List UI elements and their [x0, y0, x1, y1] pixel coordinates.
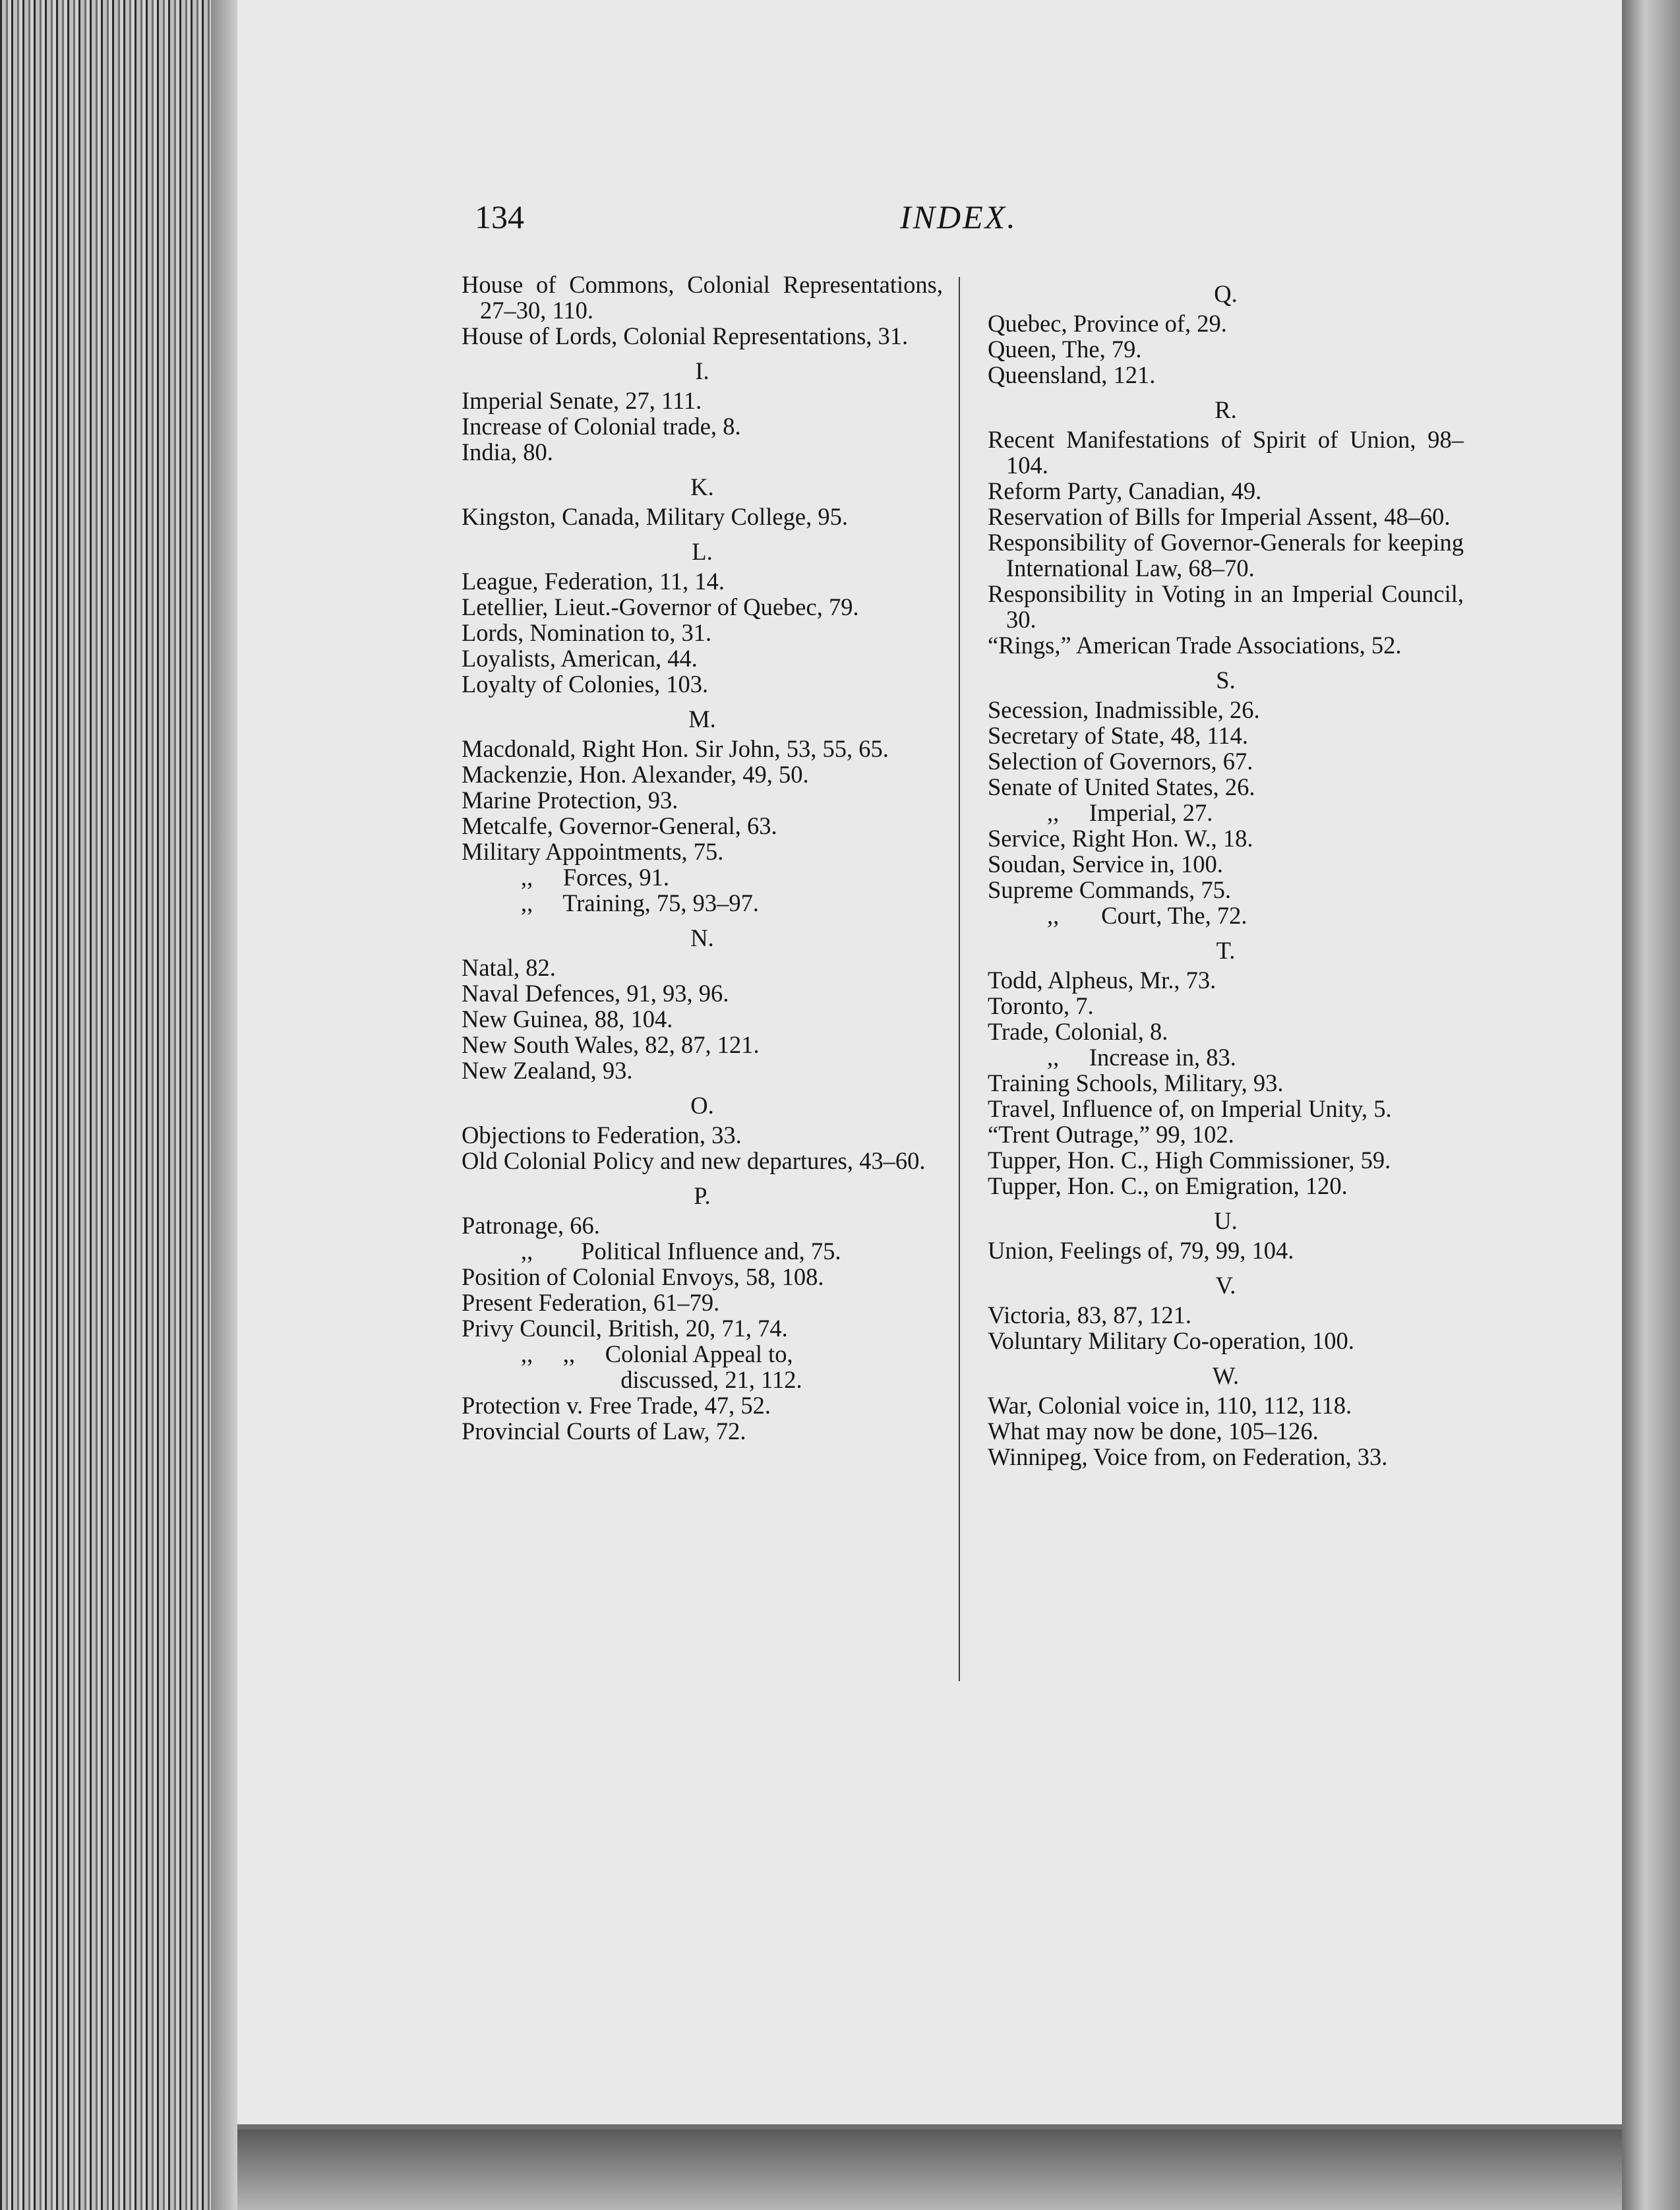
index-subentry: ,, Training, 75, 93–97. [521, 889, 759, 916]
index-column-left [462, 272, 943, 1444]
index-entry: Queen, The, 79. [988, 336, 1142, 363]
index-letter-heading: U. [1214, 1207, 1238, 1234]
index-entry: Naval Defences, 91, 93, 96. [462, 980, 729, 1007]
index-letter-heading: I. [695, 357, 709, 384]
index-letter-heading: T. [1216, 937, 1236, 964]
index-entry: Tupper, Hon. C., on Emigration, 120. [988, 1172, 1348, 1199]
index-entry: Increase of Colonial trade, 8. [462, 413, 741, 440]
index-subentry: ,, Political Influence and, 75. [521, 1238, 841, 1265]
index-entry: Mackenzie, Hon. Alexander, 49, 50. [462, 761, 809, 788]
index-letter-heading: O. [690, 1092, 714, 1119]
index-entry: Privy Council, British, 20, 71, 74. [462, 1315, 788, 1342]
index-entry: Natal, 82. [462, 954, 556, 981]
index-letter-heading: N. [690, 924, 714, 951]
index-entry: Quebec, Province of, 29. [988, 310, 1227, 337]
index-entry: Present Federation, 61–79. [462, 1289, 720, 1316]
index-entry: Secession, Inadmissible, 26. [988, 696, 1260, 723]
index-entry: “Trent Outrage,” 99, 102. [988, 1121, 1234, 1148]
index-entry: New South Wales, 82, 87, 121. [462, 1031, 760, 1058]
index-entry: Reservation of Bills for Imperial Assent, 48–60. [988, 503, 1451, 530]
index-entry: Reform Party, Canadian, 49. [988, 477, 1262, 504]
index-entry: Loyalists, American, 44. [462, 645, 698, 672]
index-entry: “Rings,” American Trade Associations, 52. [988, 632, 1402, 659]
index-letter-heading: P. [694, 1182, 711, 1209]
index-subentry: ,, Increase in, 83. [1047, 1044, 1236, 1071]
index-entry: Position of Colonial Envoys, 58, 108. [462, 1263, 824, 1290]
index-entry: Tupper, Hon. C., High Commissioner, 59. [988, 1147, 1391, 1174]
index-entry: Supreme Commands, 75. [988, 876, 1232, 903]
index-subentry: ,, Imperial, 27. [1047, 799, 1213, 826]
index-letter-heading: Q. [1214, 280, 1238, 307]
index-entry: Marine Protection, 93. [462, 787, 678, 814]
index-letter-heading: W. [1212, 1362, 1240, 1389]
index-entry: Todd, Alpheus, Mr., 73. [988, 967, 1216, 994]
index-entry: Trade, Colonial, 8. [988, 1018, 1168, 1045]
index-entry: Toronto, 7. [988, 992, 1094, 1019]
index-entry: Queensland, 121. [988, 361, 1156, 388]
index-entry: Letellier, Lieut.-Governor of Quebec, 79. [462, 593, 859, 620]
index-entry: Secretary of State, 48, 114. [988, 722, 1248, 749]
index-entry: New Guinea, 88, 104. [462, 1005, 673, 1032]
index-entry: India, 80. [462, 438, 553, 465]
index-entry: New Zealand, 93. [462, 1057, 633, 1084]
index-entry: Responsibility in Voting in an Imperial Council, 30. [988, 580, 1464, 633]
index-entry: Military Appointments, 75. [462, 838, 724, 865]
index-entry: Protection v. Free Trade, 47, 52. [462, 1392, 771, 1419]
index-entry: House of Commons, Colonial Representations, 27–30, 110. [462, 271, 943, 324]
index-entry: Patronage, 66. [462, 1212, 600, 1239]
index-letter-heading: K. [690, 473, 714, 500]
index-entry: Lords, Nomination to, 31. [462, 619, 712, 646]
index-entry: Soudan, Service in, 100. [988, 851, 1223, 878]
column-divider [959, 277, 960, 1681]
index-letter-heading: M. [688, 705, 716, 732]
running-head [475, 198, 1134, 244]
index-entry: League, Federation, 11, 14. [462, 568, 725, 595]
index-entry: War, Colonial voice in, 110, 112, 118. [988, 1392, 1352, 1419]
index-entry: Voluntary Military Co-operation, 100. [988, 1327, 1354, 1354]
index-entry: Responsibility of Governor-Generals for keeping International Law, 68–70. [988, 529, 1464, 582]
index-entry: Winnipeg, Voice from, on Federation, 33. [988, 1443, 1388, 1470]
index-entry: Recent Manifestations of Spirit of Union, 98–104. [988, 426, 1464, 479]
index-entry: House of Lords, Colonial Representations, 31. [462, 322, 909, 349]
index-entry: Service, Right Hon. W., 18. [988, 825, 1253, 852]
index-entry: Macdonald, Right Hon. Sir John, 53, 55, 65. [462, 735, 889, 762]
index-subentry: ,, ,, Colonial Appeal to, [521, 1340, 793, 1367]
index-subentry: ,, Forces, 91. [521, 864, 670, 891]
index-letter-heading: L. [692, 538, 713, 565]
page-title: INDEX. [900, 198, 1017, 235]
index-entry: Senate of United States, 26. [988, 773, 1255, 800]
index-entry: Metcalfe, Governor-General, 63. [462, 812, 777, 839]
index-entry: Loyalty of Colonies, 103. [462, 671, 709, 698]
index-subentry: ,, Court, The, 72. [1047, 902, 1247, 929]
index-entry: Selection of Governors, 67. [988, 748, 1253, 775]
index-entry: Objections to Federation, 33. [462, 1121, 742, 1149]
index-entry: Union, Feelings of, 79, 99, 104. [988, 1237, 1294, 1264]
page-number: 134 [475, 198, 524, 235]
index-entry: Travel, Influence of, on Imperial Unity, 5. [988, 1095, 1392, 1122]
index-entry: Old Colonial Policy and new departures, 43–60. [462, 1147, 926, 1174]
index-letter-heading: R. [1215, 396, 1237, 423]
index-entry: Imperial Senate, 27, 111. [462, 387, 702, 414]
index-column-right [988, 272, 1464, 1470]
index-subentry: discussed, 21, 112. [560, 1366, 802, 1393]
index-entry: What may now be done, 105–126. [988, 1418, 1319, 1445]
book-bottom-edge [237, 2130, 1622, 2210]
index-entry: Kingston, Canada, Military College, 95. [462, 503, 848, 530]
index-entry: Victoria, 83, 87, 121. [988, 1301, 1192, 1329]
index-letter-heading: V. [1215, 1272, 1236, 1299]
book-page-edges [0, 0, 237, 2210]
index-entry: Training Schools, Military, 93. [988, 1069, 1284, 1096]
index-letter-heading: S. [1216, 667, 1236, 694]
index-entry: Provincial Courts of Law, 72. [462, 1418, 746, 1445]
book-right-edge [1622, 0, 1680, 2210]
